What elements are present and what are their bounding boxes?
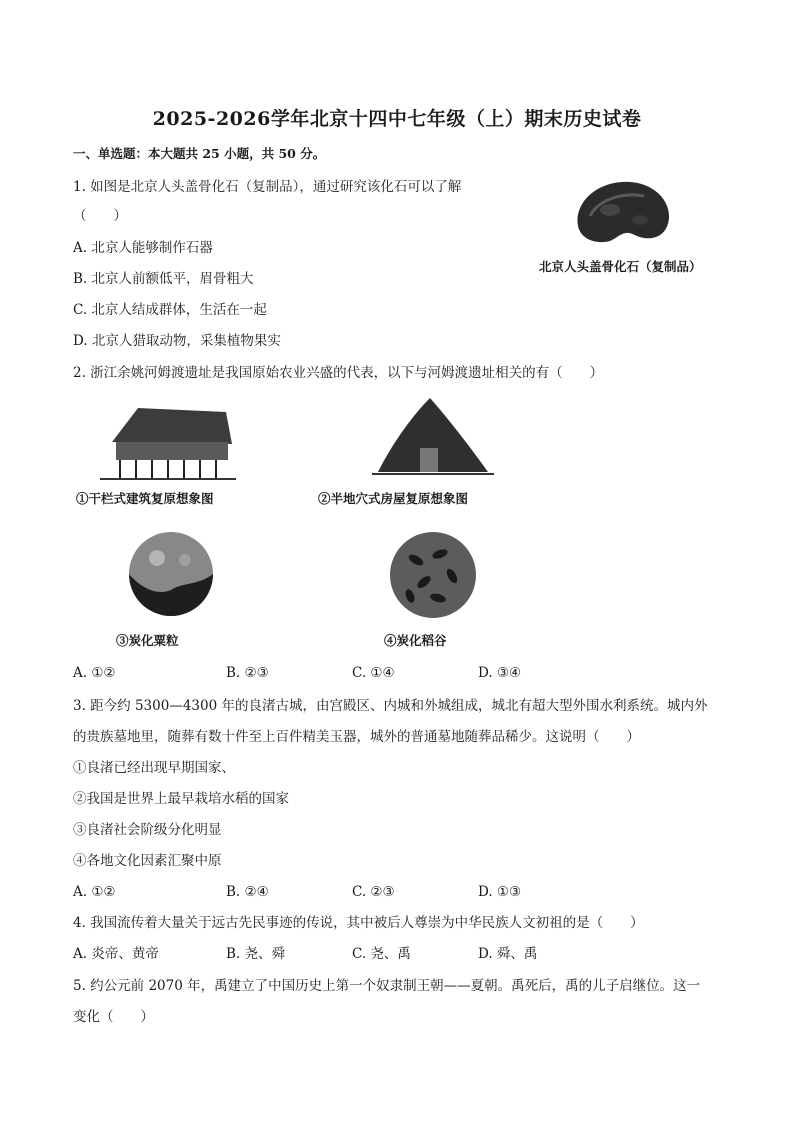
image-caption-3: ③炭化粟粒 xyxy=(116,633,179,648)
question-2-option-d: D. ③④ xyxy=(478,665,522,681)
image-caption-2: ②半地穴式房屋复原想象图 xyxy=(318,491,469,506)
question-4-option-c: C. 尧、禹 xyxy=(352,946,411,962)
question-3-option-b: B. ②④ xyxy=(226,884,269,900)
question-3-item-3: ③良渚社会阶级分化明显 xyxy=(73,822,222,838)
page-title: 2025-2026学年北京十四中七年级（上）期末历史试卷 xyxy=(152,108,642,130)
skull-fossil-image xyxy=(570,176,675,248)
question-4-stem: 4. 我国流传着大量关于远古先民事迹的传说，其中被后人尊崇为中华民族人文初祖的是（ ） xyxy=(73,915,644,931)
question-4-option-a: A. 炎帝、黄帝 xyxy=(73,946,159,962)
question-2-option-b: B. ②③ xyxy=(226,665,269,681)
question-1-stem: 1. 如图是北京人头盖骨化石（复制品），通过研究该化石可以了解 xyxy=(73,179,462,195)
question-3-option-a: A. ①② xyxy=(73,884,116,900)
question-3-item-4: ④各地文化因素汇聚中原 xyxy=(73,853,222,869)
skull-image-caption: 北京人头盖骨化石（复制品） xyxy=(539,259,702,274)
question-2-option-a: A. ①② xyxy=(73,665,116,681)
image-caption-1: ①干栏式建筑复原想象图 xyxy=(76,491,214,506)
question-2-option-c: C. ①④ xyxy=(352,665,395,681)
image-caption-4: ④炭化稻谷 xyxy=(384,633,447,648)
semi-pit-house-image xyxy=(372,394,494,482)
question-4-option-d: D. 舜、禹 xyxy=(478,946,538,962)
question-3-option-c: C. ②③ xyxy=(352,884,395,900)
question-1-option-b: B. 北京人前额低平，眉骨粗大 xyxy=(73,271,254,287)
question-3-item-2: ②我国是世界上最早栽培水稻的国家 xyxy=(73,791,289,807)
carbonized-millet-image xyxy=(127,530,215,618)
question-3-option-d: D. ①③ xyxy=(478,884,522,900)
question-5-stem-cont: 变化（ ） xyxy=(73,1009,154,1025)
question-4-option-b: B. 尧、舜 xyxy=(226,946,286,962)
question-3-stem: 3. 距今约 5300—4300 年的良渚古城，由宫殿区、内城和外城组成，城北有超大型外围水利系统。城内外 xyxy=(73,698,708,714)
question-1-option-d: D. 北京人猎取动物，采集植物果实 xyxy=(73,333,281,349)
question-5-stem: 5. 约公元前 2070 年，禹建立了中国历史上第一个奴隶制王朝——夏朝。禹死后，禹的儿子启继位。这一 xyxy=(73,978,701,994)
question-1-option-c: C. 北京人结成群体，生活在一起 xyxy=(73,302,267,318)
question-1-stem-bracket: （ ） xyxy=(73,208,127,224)
carbonized-rice-image xyxy=(388,530,478,620)
question-1-option-a: A. 北京人能够制作石器 xyxy=(73,240,213,256)
stilt-house-image xyxy=(98,402,238,482)
question-3-stem-cont: 的贵族墓地里，随葬有数十件至上百件精美玉器，城外的普通墓地随葬品稀少。这说明（ ） xyxy=(73,729,640,745)
section-heading: 一、单选题：本大题共 25 小题，共 50 分。 xyxy=(73,146,326,161)
question-3-item-1: ①良渚已经出现早期国家、 xyxy=(73,760,235,776)
question-2-stem: 2. 浙江余姚河姆渡遗址是我国原始农业兴盛的代表，以下与河姆渡遗址相关的有（ ） xyxy=(73,365,604,381)
